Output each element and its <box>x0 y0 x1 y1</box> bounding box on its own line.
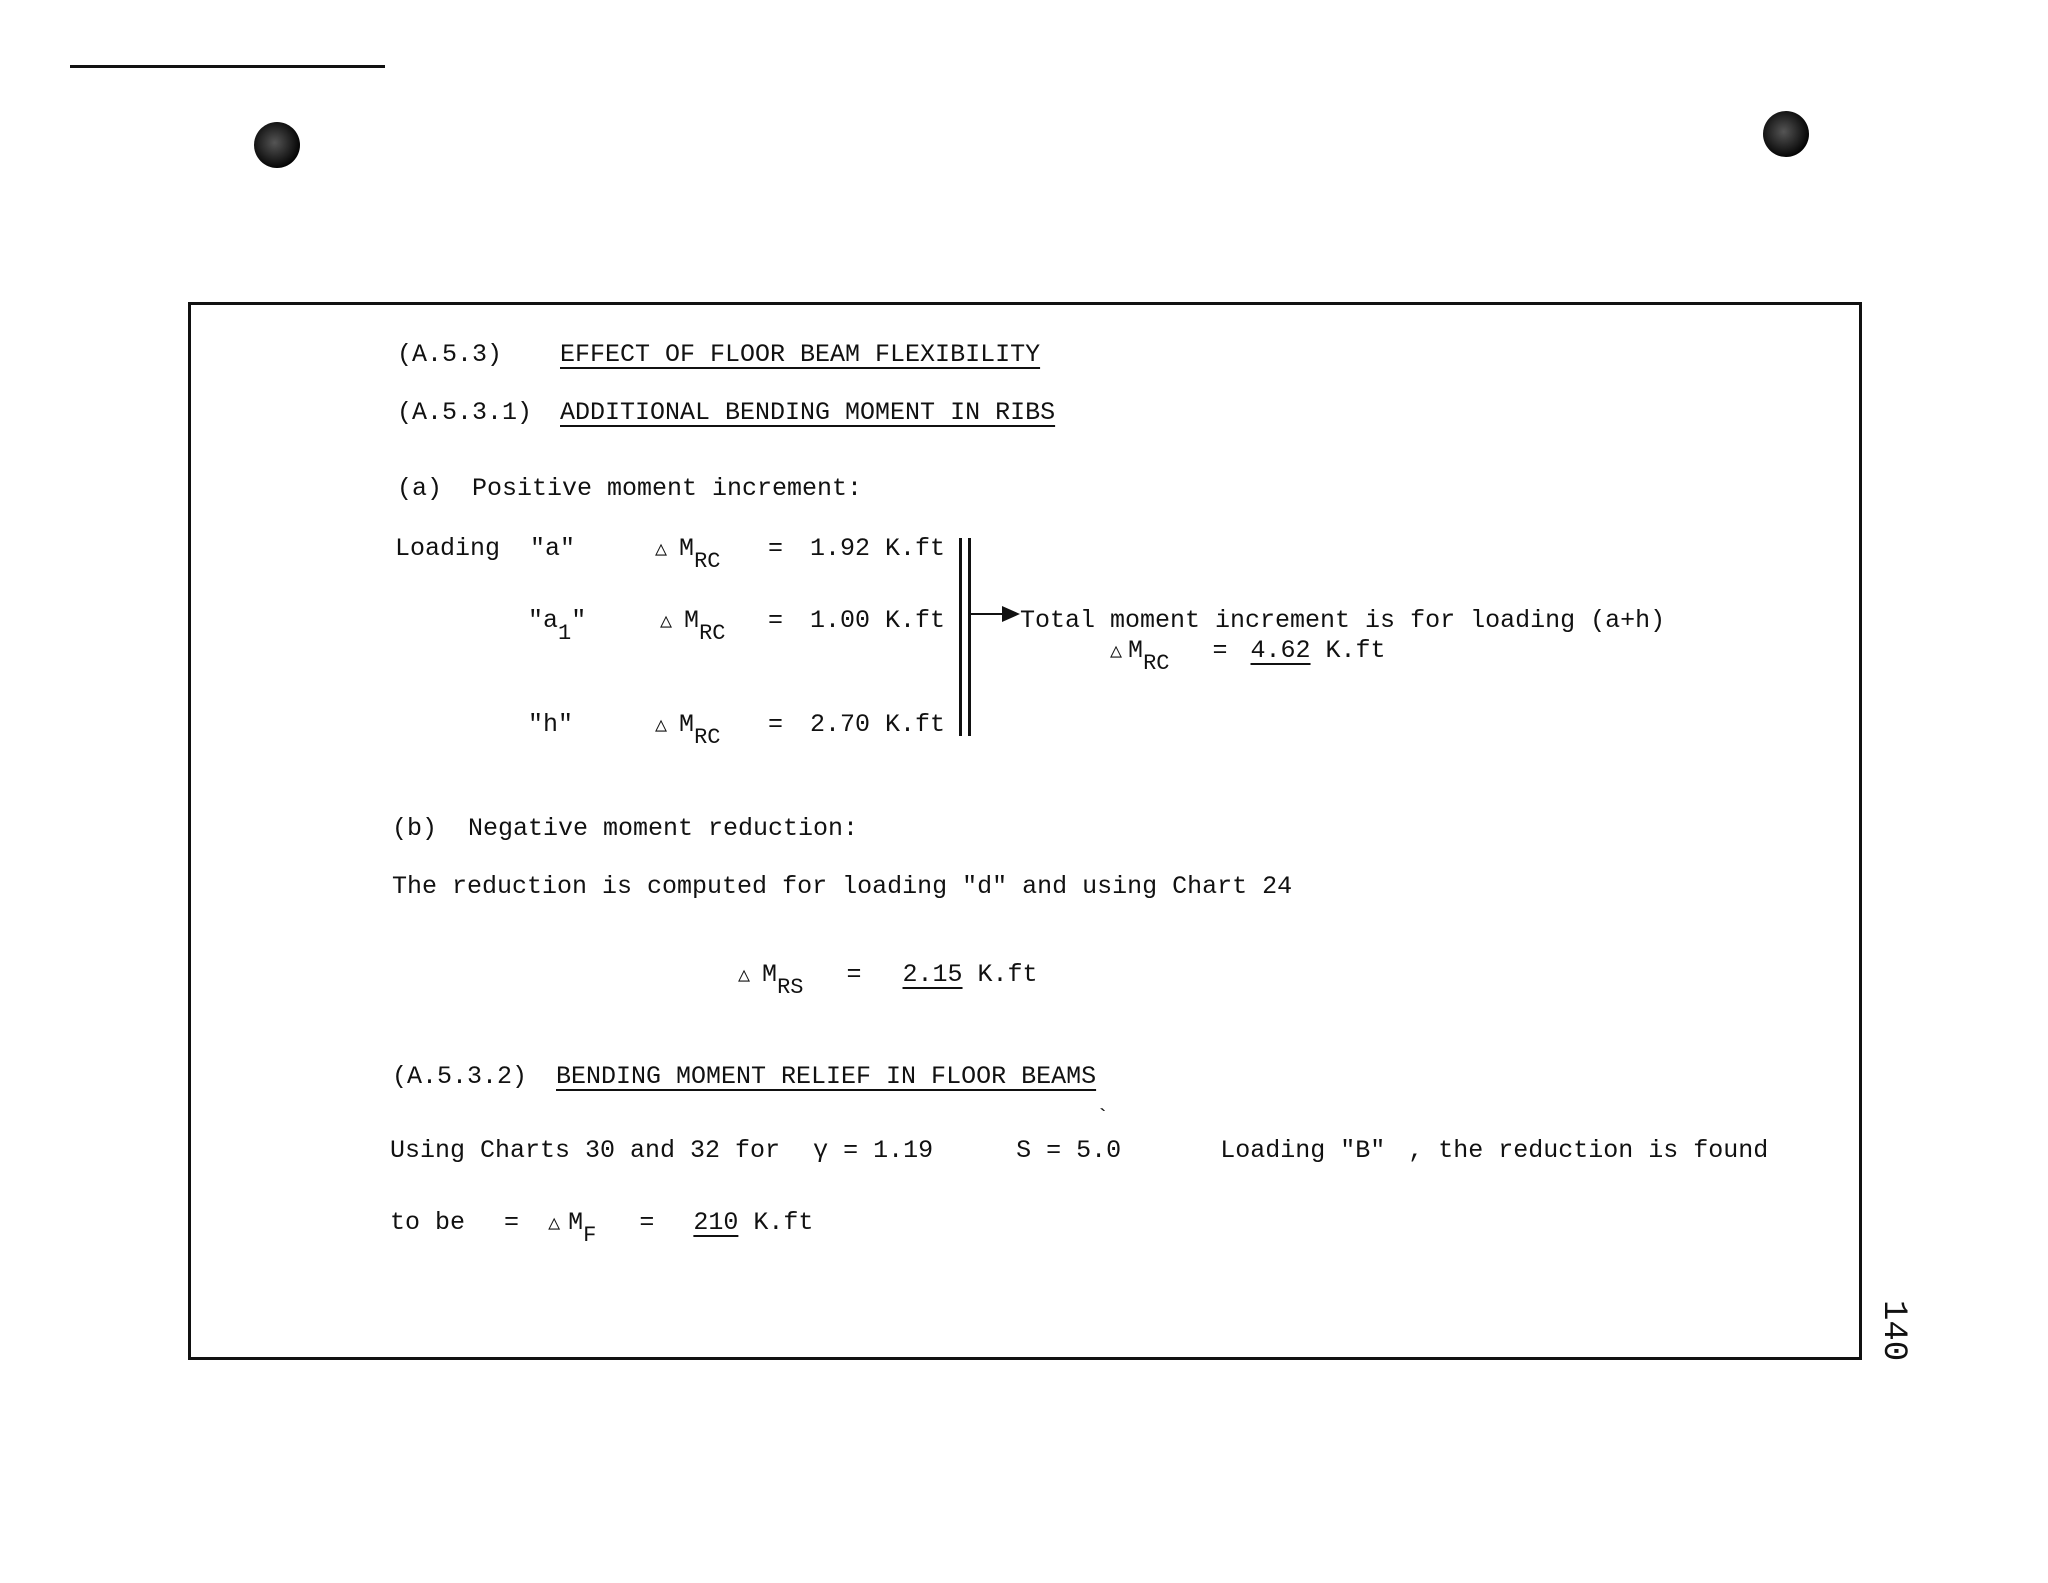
delta-icon: △ <box>655 715 668 738</box>
load-case-a: "a" <box>530 534 576 563</box>
negative-moment-description: The reduction is computed for loading "d" and using Chart 24 <box>392 872 1293 901</box>
delta-icon: △ <box>1110 641 1123 664</box>
moment-symbol: △ $M_{RC}$ <box>660 606 726 646</box>
subsection-title: BENDING MOMENT RELIEF IN FLOOR BEAMS <box>556 1062 1097 1091</box>
delta-icon: △ <box>548 1213 561 1236</box>
negative-moment-formula: △ $M_{RS} = 2.15$ K.ft <box>738 960 1038 1000</box>
total-moment-text: Total moment increment is for loading (a+h) <box>1020 606 1666 635</box>
moment-symbol: △ $M_{RC}$ <box>655 710 721 750</box>
arrow-right-icon <box>1002 606 1020 622</box>
moment-value: 2.70 K.ft <box>810 710 946 739</box>
grouping-bracket <box>959 538 971 736</box>
subsection-number: (A.5.3.2) <box>392 1062 528 1091</box>
delta-icon: △ <box>660 611 673 634</box>
loading-label: Loading <box>395 534 501 563</box>
content-frame <box>188 302 1862 1360</box>
subsection-number: (A.5.3.1) <box>397 398 533 427</box>
positive-moment-heading: Positive moment increment: <box>472 474 863 503</box>
moment-value: 1.00 K.ft <box>810 606 946 635</box>
top-rule <box>70 65 385 68</box>
delta-icon: △ <box>655 539 668 562</box>
moment-symbol: △ $M_{RC}$ <box>655 534 721 574</box>
section-title: EFFECT OF FLOOR BEAM FLEXIBILITY <box>560 340 1041 369</box>
relief-line-2: to be = △ $M_F = 210$ K.ft <box>390 1208 814 1248</box>
punch-hole-right <box>1763 111 1809 157</box>
moment-value: 1.92 K.ft <box>810 534 946 563</box>
total-moment-formula: △ $M_{RC} = 4.62$ K.ft <box>1110 636 1386 676</box>
page-number: 140 <box>1874 1300 1912 1362</box>
item-label-a: (a) <box>397 474 443 503</box>
relief-line-1: Using Charts 30 and 32 for γ = 1.19 S = 5.0 Loading "B" , the reduction is found <box>390 1136 1769 1165</box>
negative-moment-heading: Negative moment reduction: <box>468 814 859 843</box>
item-label-b: (b) <box>392 814 438 843</box>
punch-hole-left <box>254 122 300 168</box>
section-number: (A.5.3) <box>397 340 503 369</box>
equals-sign: = <box>768 710 784 739</box>
equals-sign: = <box>768 534 784 563</box>
load-case-h: "h" <box>528 710 574 739</box>
equals-sign: = <box>768 606 784 635</box>
delta-icon: △ <box>738 965 751 988</box>
subsection-title: ADDITIONAL BENDING MOMENT IN RIBS <box>560 398 1056 427</box>
grave-accent-mark: ` <box>1096 1106 1110 1131</box>
load-case-a1: "$a_1$" <box>528 606 587 646</box>
